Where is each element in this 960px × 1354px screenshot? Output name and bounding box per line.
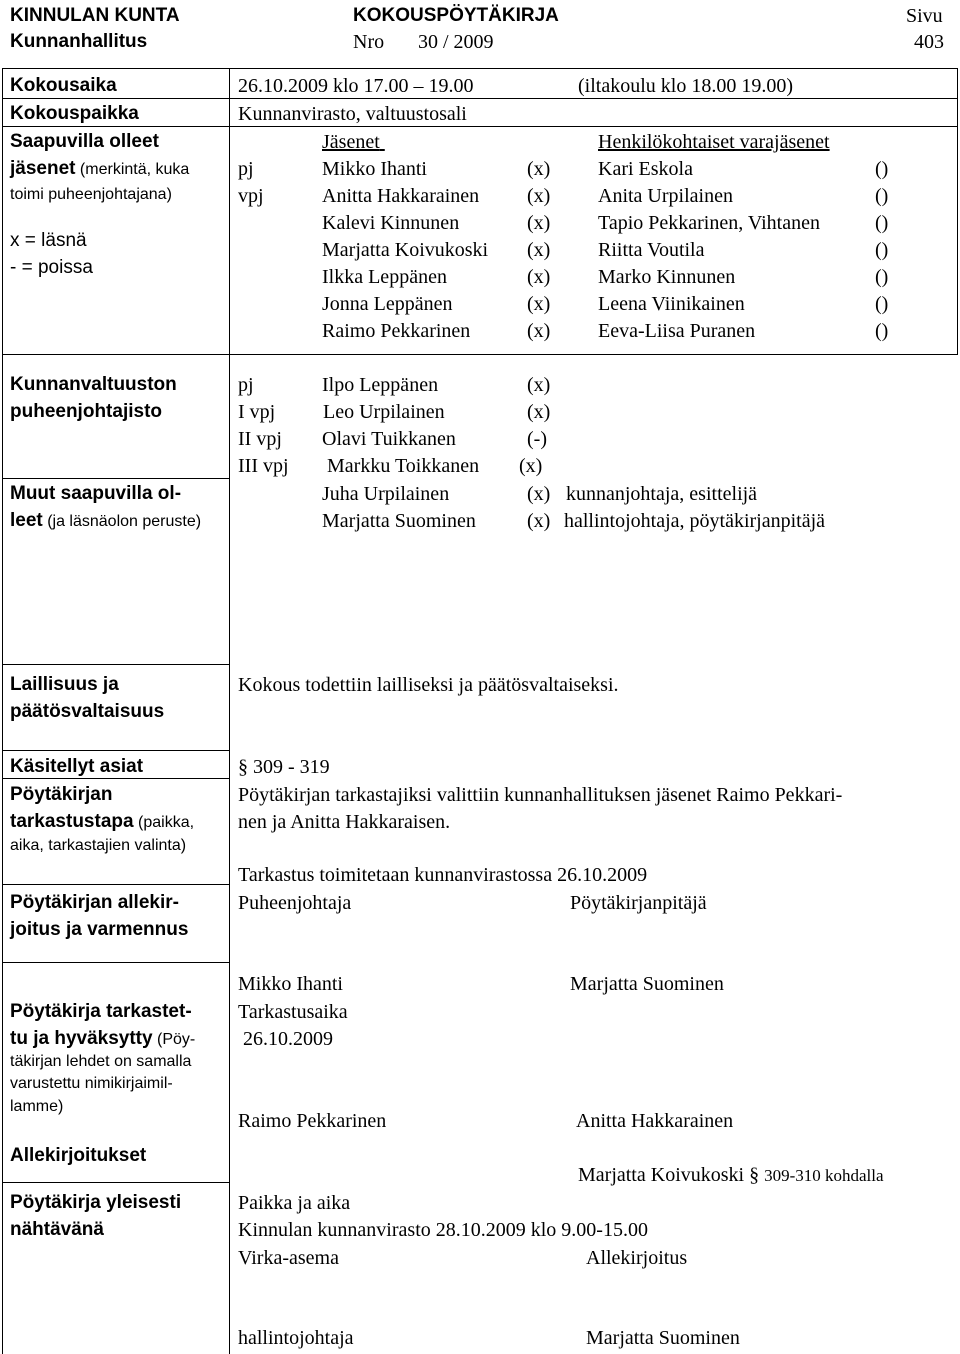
chair-attendance: (x): [527, 374, 551, 396]
review-text-line1: Pöytäkirjan tarkastajiksi valittiin kunnanhallituksen jäsenet Raimo Pekkari-: [238, 784, 843, 806]
others-label: Muut saapuvilla ol-: [10, 483, 182, 504]
checked-label-line2: [10, 1027, 195, 1051]
members-header-text: Jäsenet: [322, 131, 380, 153]
meeting-time-value: 26.10.2009 klo 17.00 – 19.00: [238, 75, 474, 97]
chair-role: pj: [238, 374, 254, 396]
items-label: Käsitellyt asiat: [10, 756, 144, 777]
legality-text: Kokous todettiin lailliseksi ja päätösvaltaiseksi.: [238, 674, 619, 696]
other-attendee-attendance: (x): [527, 483, 551, 505]
deputy-attendance: (): [875, 212, 889, 234]
row-rule: [2, 478, 230, 479]
review-text-line2: nen ja Anitta Hakkaraisen.: [238, 811, 451, 833]
attendees-label: Saapuvilla olleet: [10, 131, 159, 152]
chair-attendance: (-): [527, 428, 547, 450]
header-rule: [2, 68, 958, 69]
deputy-name: Riitta Voutila: [598, 239, 705, 261]
review-text-line3: Tarkastus toimitetaan kunnanvirastossa 26.10.2009: [238, 864, 648, 886]
page-number: 403: [914, 31, 944, 53]
row-rule: [2, 126, 958, 127]
member-name: Jonna Leppänen: [322, 293, 453, 315]
reviewer-3-name: Marjatta Koivukoski: [578, 1164, 745, 1186]
member-name: Kalevi Kinnunen: [322, 212, 460, 234]
chair-title: Puheenjohtaja: [238, 892, 352, 914]
page-label: Sivu: [906, 5, 943, 27]
deputy-attendance: (): [875, 185, 889, 207]
review-label-line3: aika, tarkastajien valinta): [10, 837, 187, 854]
public-post-label: Virka-asema: [238, 1247, 339, 1269]
reviewer-3-note: 309-310 kohdalla: [764, 1166, 884, 1185]
attendees-label-note: (merkintä, kuka: [75, 161, 190, 178]
meeting-place-value: Kunnanvirasto, valtuustosali: [238, 103, 467, 125]
council-chairs-label: Kunnanvaltuuston: [10, 374, 177, 395]
member-attendance: (x): [527, 158, 551, 180]
reviewer-2: Anitta Hakkarainen: [576, 1110, 734, 1132]
chair-attendance: (x): [519, 455, 543, 477]
row-rule: [2, 962, 230, 963]
public-signature-label: Allekirjoitus: [586, 1247, 688, 1269]
meeting-time-note: (iltakoulu klo 18.00 19.00): [578, 75, 793, 97]
checked-label-bold: tu ja hyväksytty: [10, 1028, 153, 1049]
document-type: KOKOUSPÖYTÄKIRJA: [353, 5, 559, 26]
review-label-note: (paikka,: [133, 814, 195, 831]
row-rule: [2, 750, 230, 751]
reviewer-3: [578, 1163, 884, 1187]
section-sign-icon: §: [238, 756, 248, 778]
row-rule: [2, 98, 958, 99]
deputy-name: Marko Kinnunen: [598, 266, 736, 288]
items-range: 309 - 319: [253, 756, 330, 778]
column-divider: [229, 68, 230, 1354]
frame-left: [2, 68, 3, 1354]
meeting-place-label: Kokouspaikka: [10, 103, 139, 124]
signing-label: Pöytäkirjan allekir-: [10, 892, 179, 913]
public-post-value: hallintojohtaja: [238, 1327, 354, 1349]
chair-name: Markku Toikkanen: [327, 455, 480, 477]
chair-name: Ilpo Leppänen: [322, 374, 439, 396]
section-sign-icon: §: [749, 1164, 760, 1186]
attendees-label-note2: toimi puheenjohtajana): [10, 186, 172, 203]
deputy-attendance: (): [875, 293, 889, 315]
deputy-name: Tapio Pekkarinen, Vihtanen: [598, 212, 820, 234]
review-label: Pöytäkirjan: [10, 784, 113, 805]
deputy-name: Eeva-Liisa Puranen: [598, 320, 756, 342]
nro-value: 30 / 2009: [418, 31, 494, 53]
frame-right: [957, 68, 958, 354]
checked-time-value: 26.10.2009: [243, 1028, 333, 1050]
other-attendee-name: Juha Urpilainen: [322, 483, 450, 505]
members-column-header: [322, 130, 385, 154]
checked-label-line4: varustettu nimikirjaimil-: [10, 1075, 173, 1092]
legend-present: x = läsnä: [10, 230, 87, 251]
deputy-attendance: (): [875, 158, 889, 180]
chair-name: Mikko Ihanti: [238, 973, 343, 995]
member-name: Ilkka Leppänen: [322, 266, 447, 288]
chair-role: III vpj: [238, 455, 289, 477]
member-name: Raimo Pekkarinen: [322, 320, 471, 342]
deputies-column-header: Henkilökohtaiset varajäsenet: [598, 131, 830, 153]
secretary-name: Marjatta Suominen: [570, 973, 724, 995]
member-name: Anitta Hakkarainen: [322, 185, 480, 207]
meeting-time-label: Kokousaika: [10, 75, 117, 96]
row-rule: [2, 1182, 230, 1183]
member-attendance: (x): [527, 239, 551, 261]
secretary-title: Pöytäkirjanpitäjä: [570, 892, 707, 914]
attendees-label-bold: jäsenet: [10, 158, 76, 179]
row-rule: [2, 884, 230, 885]
deputy-attendance: (): [875, 239, 889, 261]
member-name: Marjatta Koivukoski: [322, 239, 489, 261]
legend-absent: - = poissa: [10, 257, 93, 278]
chair-role: II vpj: [238, 428, 282, 450]
member-attendance: (x): [527, 320, 551, 342]
chair-attendance: (x): [527, 401, 551, 423]
member-attendance: (x): [527, 293, 551, 315]
other-attendee-attendance: (x): [527, 510, 551, 532]
others-label-bold: leet: [10, 510, 43, 531]
other-attendee-name: Marjatta Suominen: [322, 510, 476, 532]
others-label-note: (ja läsnäolon peruste): [42, 513, 202, 530]
signing-label-line2: joitus ja varmennus: [10, 919, 189, 940]
others-label-line2: [10, 509, 201, 533]
public-label-line2: nähtävänä: [10, 1219, 104, 1240]
chair-name: Olavi Tuikkanen: [322, 428, 456, 450]
public-place-value: Kinnulan kunnanvirasto 28.10.2009 klo 9.00-15.00: [238, 1219, 648, 1241]
row-rule: [2, 354, 958, 355]
member-role: pj: [238, 158, 254, 180]
deputy-name: Kari Eskola: [598, 158, 693, 180]
public-signer: Marjatta Suominen: [586, 1327, 740, 1349]
member-role: vpj: [238, 185, 264, 207]
checked-label-note: (Pöy-: [152, 1031, 196, 1048]
municipality-name: KINNULAN KUNTA: [10, 5, 180, 26]
public-place-label: Paikka ja aika: [238, 1192, 351, 1214]
row-rule: [2, 664, 230, 665]
checked-time-label: Tarkastusaika: [238, 1001, 348, 1023]
legality-label-line2: päätösvaltaisuus: [10, 701, 165, 722]
other-attendee-role: kunnanjohtaja, esittelijä: [566, 483, 758, 505]
chair-role: I vpj: [238, 401, 276, 423]
nro-label: Nro: [353, 31, 385, 53]
member-attendance: (x): [527, 266, 551, 288]
member-attendance: (x): [527, 185, 551, 207]
signatures-label: Allekirjoitukset: [10, 1145, 147, 1166]
member-attendance: (x): [527, 212, 551, 234]
chair-name: Leo Urpilainen: [323, 401, 445, 423]
checked-label-line5: lamme): [10, 1098, 64, 1115]
deputy-attendance: (): [875, 320, 889, 342]
deputy-name: Leena Viinikainen: [598, 293, 745, 315]
governing-body: Kunnanhallitus: [10, 31, 148, 52]
deputy-attendance: (): [875, 266, 889, 288]
other-attendee-role: hallintojohtaja, pöytäkirjanpitäjä: [564, 510, 826, 532]
items-value: [238, 755, 330, 779]
review-label-bold: tarkastustapa: [10, 811, 134, 832]
council-chairs-label-line2: puheenjohtajisto: [10, 401, 162, 422]
attendees-label-line2: [10, 157, 189, 181]
reviewer-1: Raimo Pekkarinen: [238, 1110, 387, 1132]
legality-label: Laillisuus ja: [10, 674, 119, 695]
public-label: Pöytäkirja yleisesti: [10, 1192, 182, 1213]
member-name: Mikko Ihanti: [322, 158, 427, 180]
checked-label: Pöytäkirja tarkastet-: [10, 1001, 192, 1022]
review-label-line2: [10, 810, 194, 834]
checked-label-line3: täkirjan lehdet on samalla: [10, 1053, 192, 1070]
deputy-name: Anita Urpilainen: [598, 185, 733, 207]
